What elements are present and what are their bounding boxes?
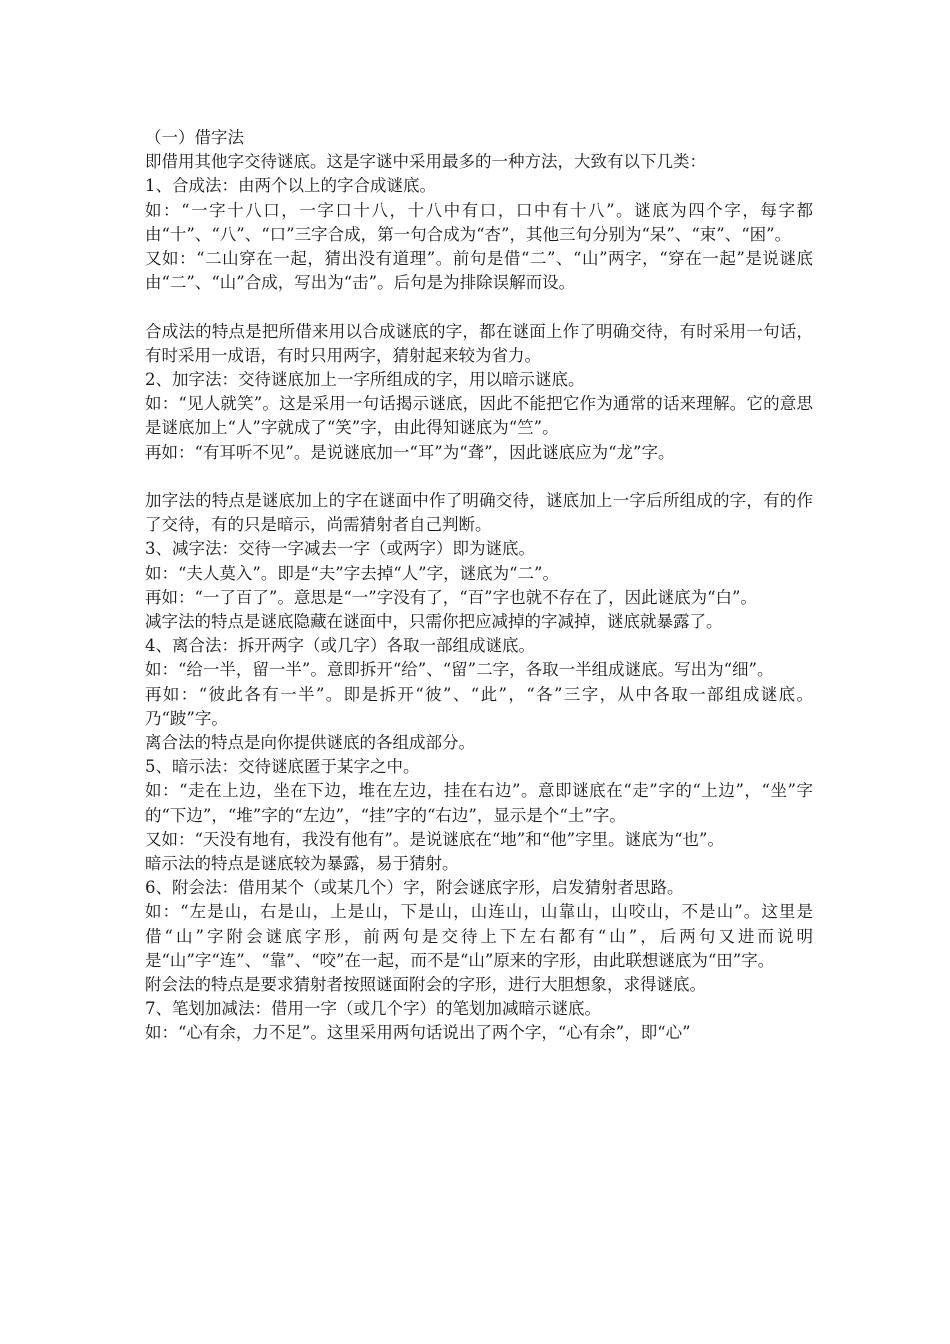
section-heading: （一）借字法 (145, 128, 244, 147)
paragraph-method-6-heading: 6、附会法：借用某个（或某几个）字，附会谜底字形，启发猜射者思路。 (145, 878, 684, 898)
paragraph-method-1-example-1: 如：“一字十八口，一字口十八，十八中有口，口中有十八”。谜底为四个字，每字都由“十”、“八”、“口”三字合成，第一句合成为“杏”，其他三句分别为“呆”、“束”、“困”。 (145, 200, 813, 244)
paragraph-method-6-example-1: 如：“左是山，右是山，上是山，下是山，山连山，山靠山，山咬山，不是山”。这里是借“山”字附会谜底字形，前两句是交待上下左右都有“山”，后两句又进而说明是“山”字“连”、“靠”、“咬”在一起，而不是“山”原来的字形，由此联想谜底为“田”字。 (145, 902, 813, 970)
paragraph-method-5-example-1: 如：“走在上边，坐在下边，堆在左边，挂在右边”。意即谜底在“走”字的“上边”，“坐”字的“下边”，“堆”字的“左边”，“挂”字的“右边”，显示是个“土”字。 (145, 781, 813, 825)
paragraph-method-2-heading: 2、加字法：交待谜底加上一字所组成的字，用以暗示谜底。 (145, 370, 585, 390)
paragraph-method-3-example-2: 再如：“一了百了”。意思是“一”字没有了，“百”字也就不存在了，因此谜底为“白”。 (145, 587, 757, 607)
paragraph-method-6-summary: 附会法的特点是要求猜射者按照谜面附会的字形，进行大胆想象，求得谜底。 (145, 975, 706, 995)
paragraph-method-1-summary: 合成法的特点是把所借来用以合成谜底的字，都在谜面上作了明确交待，有时采用一句话，有时采用一成语，有时只用两字，猜射起来较为省力。 (145, 321, 813, 365)
paragraph-method-2-example-1: 如：“见人就笑”。这是采用一句话揭示谜底，因此不能把它作为通常的话来理解。它的意思是谜底加上“人”字就成了“笑”字，由此得知谜底为“竺”。 (145, 394, 813, 438)
paragraph-method-4-heading: 4、离合法：拆开两字（或几字）各取一部组成谜底。 (145, 636, 535, 656)
paragraph-method-3-example-1: 如：“夫人莫入”。即是“夫”字去掉“人”字，谜底为“二”。 (145, 563, 559, 583)
paragraph-intro: 即借用其他字交待谜底。这是字谜中采用最多的一种方法，大致有以下几类： (145, 152, 706, 172)
paragraph-method-3-summary: 减字法的特点是谜底隐藏在谜面中，只需你把应减掉的字减掉，谜底就暴露了。 (145, 612, 723, 632)
blank-line (145, 465, 813, 489)
paragraph-method-7-heading: 7、笔划加减法：借用一字（或几个字）的笔划加减暗示谜底。 (145, 999, 601, 1019)
document-page (145, 126, 813, 1046)
blank-line (145, 295, 813, 319)
paragraph-method-4-summary: 离合法的特点是向你提供谜底的各组成部分。 (145, 733, 475, 753)
paragraph-method-4-example-1: 如：“给一半，留一半”。意即拆开“给”、“留”二字，各取一半组成谜底。写出为“细”。 (145, 660, 774, 680)
paragraph-method-2-summary: 加字法的特点是谜底加上的字在谜面中作了明确交待，谜底加上一字后所组成的字，有的作了交待，有的只是暗示，尚需猜射者自己判断。 (145, 491, 813, 535)
paragraph-method-5-summary: 暗示法的特点是谜底较为暴露，易于猜射。 (145, 854, 459, 874)
paragraph-method-1-example-2: 又如：“二山穿在一起，猜出没有道理”。前句是借“二”、“山”两字，“穿在一起”是说谜底由“二”、“山”合成，写出为“击”。后句是为排除误解而设。 (145, 249, 813, 293)
paragraph-method-7-example-1: 如：“心有余，力不足”。这里采用两句话说出了两个字，“心有余”，即“心” (145, 1023, 691, 1043)
paragraph-method-1-heading: 1、合成法：由两个以上的字合成谜底。 (145, 176, 436, 196)
paragraph-method-5-example-2: 又如：“天没有地有，我没有他有”。是说谜底在“地”和“他”字里。谜底为“也”。 (145, 829, 724, 849)
paragraph-method-2-example-2: 再如：“有耳听不见”。是说谜底加一“耳”为“聋”，因此谜底应为“龙”字。 (145, 442, 675, 462)
paragraph-method-4-example-2: 再如：“彼此各有一半”。即是拆开“彼”、“此”，“各”三字，从中各取一部组成谜底。乃“跛”字。 (145, 684, 813, 728)
paragraph-method-5-heading: 5、暗示法：交待谜底匿于某字之中。 (145, 757, 420, 777)
paragraph-method-3-heading: 3、减字法：交待一字减去一字（或两字）即为谜底。 (145, 539, 535, 559)
